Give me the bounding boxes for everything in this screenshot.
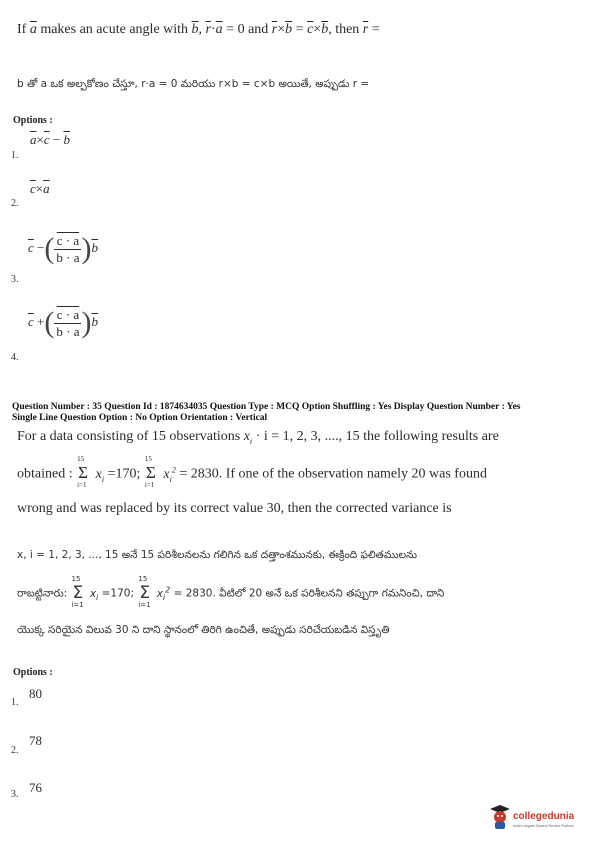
- q2-option-2-value[interactable]: 78: [29, 733, 42, 748]
- q2-english-line-2: obtained : 15 Σ i=1 $x_i =170$; 15 Σ i=1 $x_i^2 = 2830$. If one of the observation namely 20 was found: [17, 455, 487, 490]
- q2-en-line1-tail: i = 1, 2, 3, ...., 15 the following results are: [263, 429, 499, 444]
- q2-option-1-number: 1.: [11, 697, 19, 708]
- q2-options-label: Options :: [13, 667, 53, 678]
- q2-en-sum1: =170;: [107, 466, 141, 482]
- q1-option-3-number: 3.: [11, 274, 19, 285]
- q2-te-tail: = 2830. వీటిలో 20 అనే ఒక పరిశీలనని తప్పుగా గమనించి, దాని: [173, 587, 445, 600]
- q2-english-line-1: For a data consisting of 15 observations $x_i \cdot i = 1$, 2, 3, ...., 15 the following results are: [17, 429, 499, 446]
- sigma-symbol: 15 Σ i=1: [77, 455, 89, 490]
- q2-english-line-3: wrong and was replaced by its correct value 30, then the corrected variance is: [17, 501, 452, 516]
- q1-text: makes an acute angle with: [40, 22, 189, 37]
- q1-option-1-number: 1.: [11, 150, 19, 161]
- graduate-mascot-icon: [489, 804, 511, 830]
- sigma-symbol: 15 Σ i=1: [144, 455, 156, 490]
- q1-telugu-statement: b ‌తో a ఒక అల్పకోణం చేస్తూ, r·a = 0 మరియు r×b = c×b అయితే, అప్పుడు r =: [17, 78, 370, 90]
- q2-te-sum1: =170;: [101, 587, 135, 600]
- q2-en-obtained: obtained :: [17, 466, 73, 482]
- collegedunia-logo: [489, 804, 581, 834]
- vec-b: $\overline{b}$: [191, 22, 199, 37]
- q1-option-2-number: 2.: [11, 198, 19, 209]
- q1-english-statement: If $\overline{a}$ makes an acute angle with $\overline{b}$, $\overline{r}\cdot\overline{a} = 0$ and $\overline{r}\times\overline{b} = \overline{c}\times\overline{b}$, then $\overline{r}$ =: [17, 22, 380, 37]
- vec-a: $\overline{a}$: [29, 22, 37, 37]
- q1-opt3-numerator: c · a: [54, 233, 81, 250]
- q2-en-sum2: = 2830. If one of the observation namely 20 was found: [179, 466, 487, 482]
- q2-telugu-line-2: రాబట్టినారు: 15 Σ i=1 $x_i =170$; 15 Σ i=1 $x_i^2 = 2830$. వీటిలో 20 అనే ఒక పరిశీలనని తప్పుగా గమనించి, దాని: [17, 574, 445, 609]
- q2-telugu-line-3: యొక్క సరియైన విలువ 30 ని దాని స్థానంలో తిరిగి ఉంచితే, అప్పుడు సరిచేయబడిన విస్తృతి: [17, 624, 390, 636]
- sigma-symbol: 15 Σ i=1: [71, 574, 84, 609]
- brand-name: collegedunia: [513, 811, 575, 822]
- q2-option-1-value[interactable]: 80: [29, 686, 42, 701]
- q2-te-lead: రాబట్టినారు:: [17, 587, 68, 600]
- q1-opt4-denominator: b · a: [56, 323, 80, 339]
- q1-option-4-number: 4.: [11, 352, 19, 363]
- q2-telugu-line-1: x, i = 1, 2, 3, ..., 15 అనే 15 పరిశీలనలను గలిగిన ఒక దత్తాంశమునకు, ఈక్రింది ఫలితములను: [17, 549, 418, 561]
- q1-opt3-denominator: b · a: [56, 249, 80, 265]
- q2-en-line1-text: For a data consisting of 15 observations: [17, 429, 241, 444]
- q1-and: and: [248, 22, 269, 37]
- q2-option-2-number: 2.: [11, 745, 19, 756]
- q1-option-3-text[interactable]: $\overline{c}$ −( $\frac{c \cdot a}{b \cdot a}$ )$\overline{b}$: [28, 232, 98, 265]
- q2-option-3-value[interactable]: 76: [29, 780, 42, 795]
- q2-meta-line-1: Question Number : 35 Question Id : 1874634035 Question Type : MCQ Option Shuffling : Yes Display Question Number : Yes: [12, 402, 521, 412]
- q1-option-1-text[interactable]: $\overline{a}\times\overline{c} - \overline{b}$: [30, 132, 70, 147]
- q1-options-label: Options :: [13, 115, 53, 126]
- sigma-symbol: 15 Σ i=1: [138, 574, 151, 609]
- brand-tagline: India's largest Student Review Platform: [513, 824, 574, 828]
- q1-option-2-text[interactable]: $\overline{c}\times\overline{a}$: [30, 181, 50, 196]
- q2-option-3-number: 3.: [11, 789, 19, 800]
- q1-opt4-numerator: c · a: [54, 307, 81, 324]
- q1-option-4-text[interactable]: $\overline{c}$ +( $\frac{c \cdot a}{b \cdot a}$ )$\overline{b}$: [28, 306, 98, 339]
- q2-meta-line-2: Single Line Question Option : No Option Orientation : Vertical: [12, 413, 268, 423]
- q1-if: If: [17, 22, 27, 37]
- q1-then: , then: [328, 22, 360, 37]
